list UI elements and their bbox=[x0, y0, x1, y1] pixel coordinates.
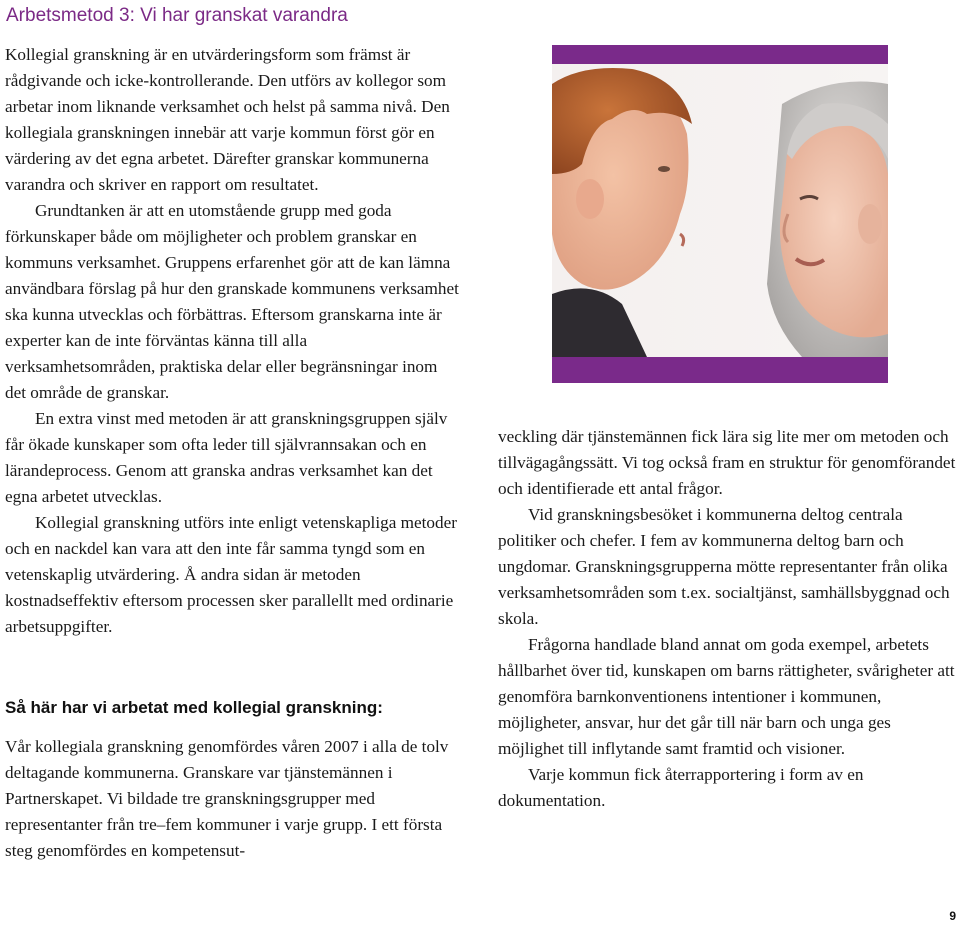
paragraph: En extra vinst med metoden är att granskningsgruppen själv får ökade kunskaper som ofta leder till självrannsakan och en lärandeprocess. Genom att granska andras verksamhet kan det egna arbetet utvecklas. bbox=[5, 409, 448, 506]
paragraph: Vid granskningsbesöket i kommunerna deltog centrala politiker och chefer. I fem av kommunerna deltog barn och ungdomar. Granskningsgrupperna mötte representanter från olika verksamhetsområden som t.ex. socialtjänst, samhällsbyggnad och skola. bbox=[498, 505, 950, 628]
paragraph: Kollegial granskning är en utvärderingsform som främst är rådgivande och icke-kontrollerande. Den utförs av kollegor som arbetar inom liknande verksamhet och helst på samma nivå. Den kollegiala granskningen innebär att varje kommun först gör en värdering av det egna arbetet. Därefter granskar kommunerna varandra och skriver en rapport om resultatet. bbox=[5, 45, 450, 194]
right-column bbox=[498, 424, 960, 814]
section-heading: Arbetsmetod 3: Vi har granskat varandra bbox=[6, 5, 348, 26]
paragraph: Kollegial granskning utförs inte enligt vetenskapliga metoder och en nackdel kan vara att den inte får samma tyngd som en vetenskaplig utvärdering. Å andra sidan är metoden kostnadseffektiv eftersom processen sker parallellt med ordinarie arbetsuppgifter. bbox=[5, 513, 457, 636]
paragraph: Varje kommun fick återrapportering i form av en dokumentation. bbox=[498, 765, 864, 810]
paragraph: veckling där tjänstemännen fick lära sig lite mer om metoden och tillvägagångssätt. Vi tog också fram en struktur för genomförandet och identifierade ett antal frågor. bbox=[498, 427, 956, 498]
paragraph: Frågorna handlade bland annat om goda exempel, arbetets hållbarhet över tid, kunskapen om barns rättigheter, svårigheter att genomföra barnkonventionens intentioner i kommunen, möjligheter, ansvar, hur det går till när barn och unga ges möjlighet till inflytande samt framtid och visioner. bbox=[498, 635, 955, 758]
left-column bbox=[5, 42, 460, 640]
subheading: Så här har vi arbetat med kollegial granskning: bbox=[5, 698, 383, 717]
paragraph: Vår kollegiala granskning genomfördes våren 2007 i alla de tolv deltagande kommunerna. Granskare var tjänstemännen i Partnerskapet. Vi bildade tre granskningsgrupper med representanter från tre–fem kommuner i varje grupp. I ett första steg genomfördes en kompetensut- bbox=[5, 737, 449, 860]
paragraph: Grundtanken är att en utomstående grupp med goda förkunskaper både om möjligheter och problem granskar en kommuns verksamhet. Gruppens erfarenhet gör att de kan lämna användbara förslag på hur den granskade kommunens verksamhet ska kunna utvecklas och förbättras. Eftersom granskarna inte är experter kan de inte förväntas känna till alla verksamhetsområden, praktiska delar eller begränsningar inom det område de granskar. bbox=[5, 201, 459, 402]
left-column-subsection bbox=[5, 734, 460, 864]
photo-child-and-elderly-woman bbox=[552, 64, 888, 357]
photo-frame bbox=[552, 45, 888, 383]
page-number: 9 bbox=[949, 909, 956, 923]
